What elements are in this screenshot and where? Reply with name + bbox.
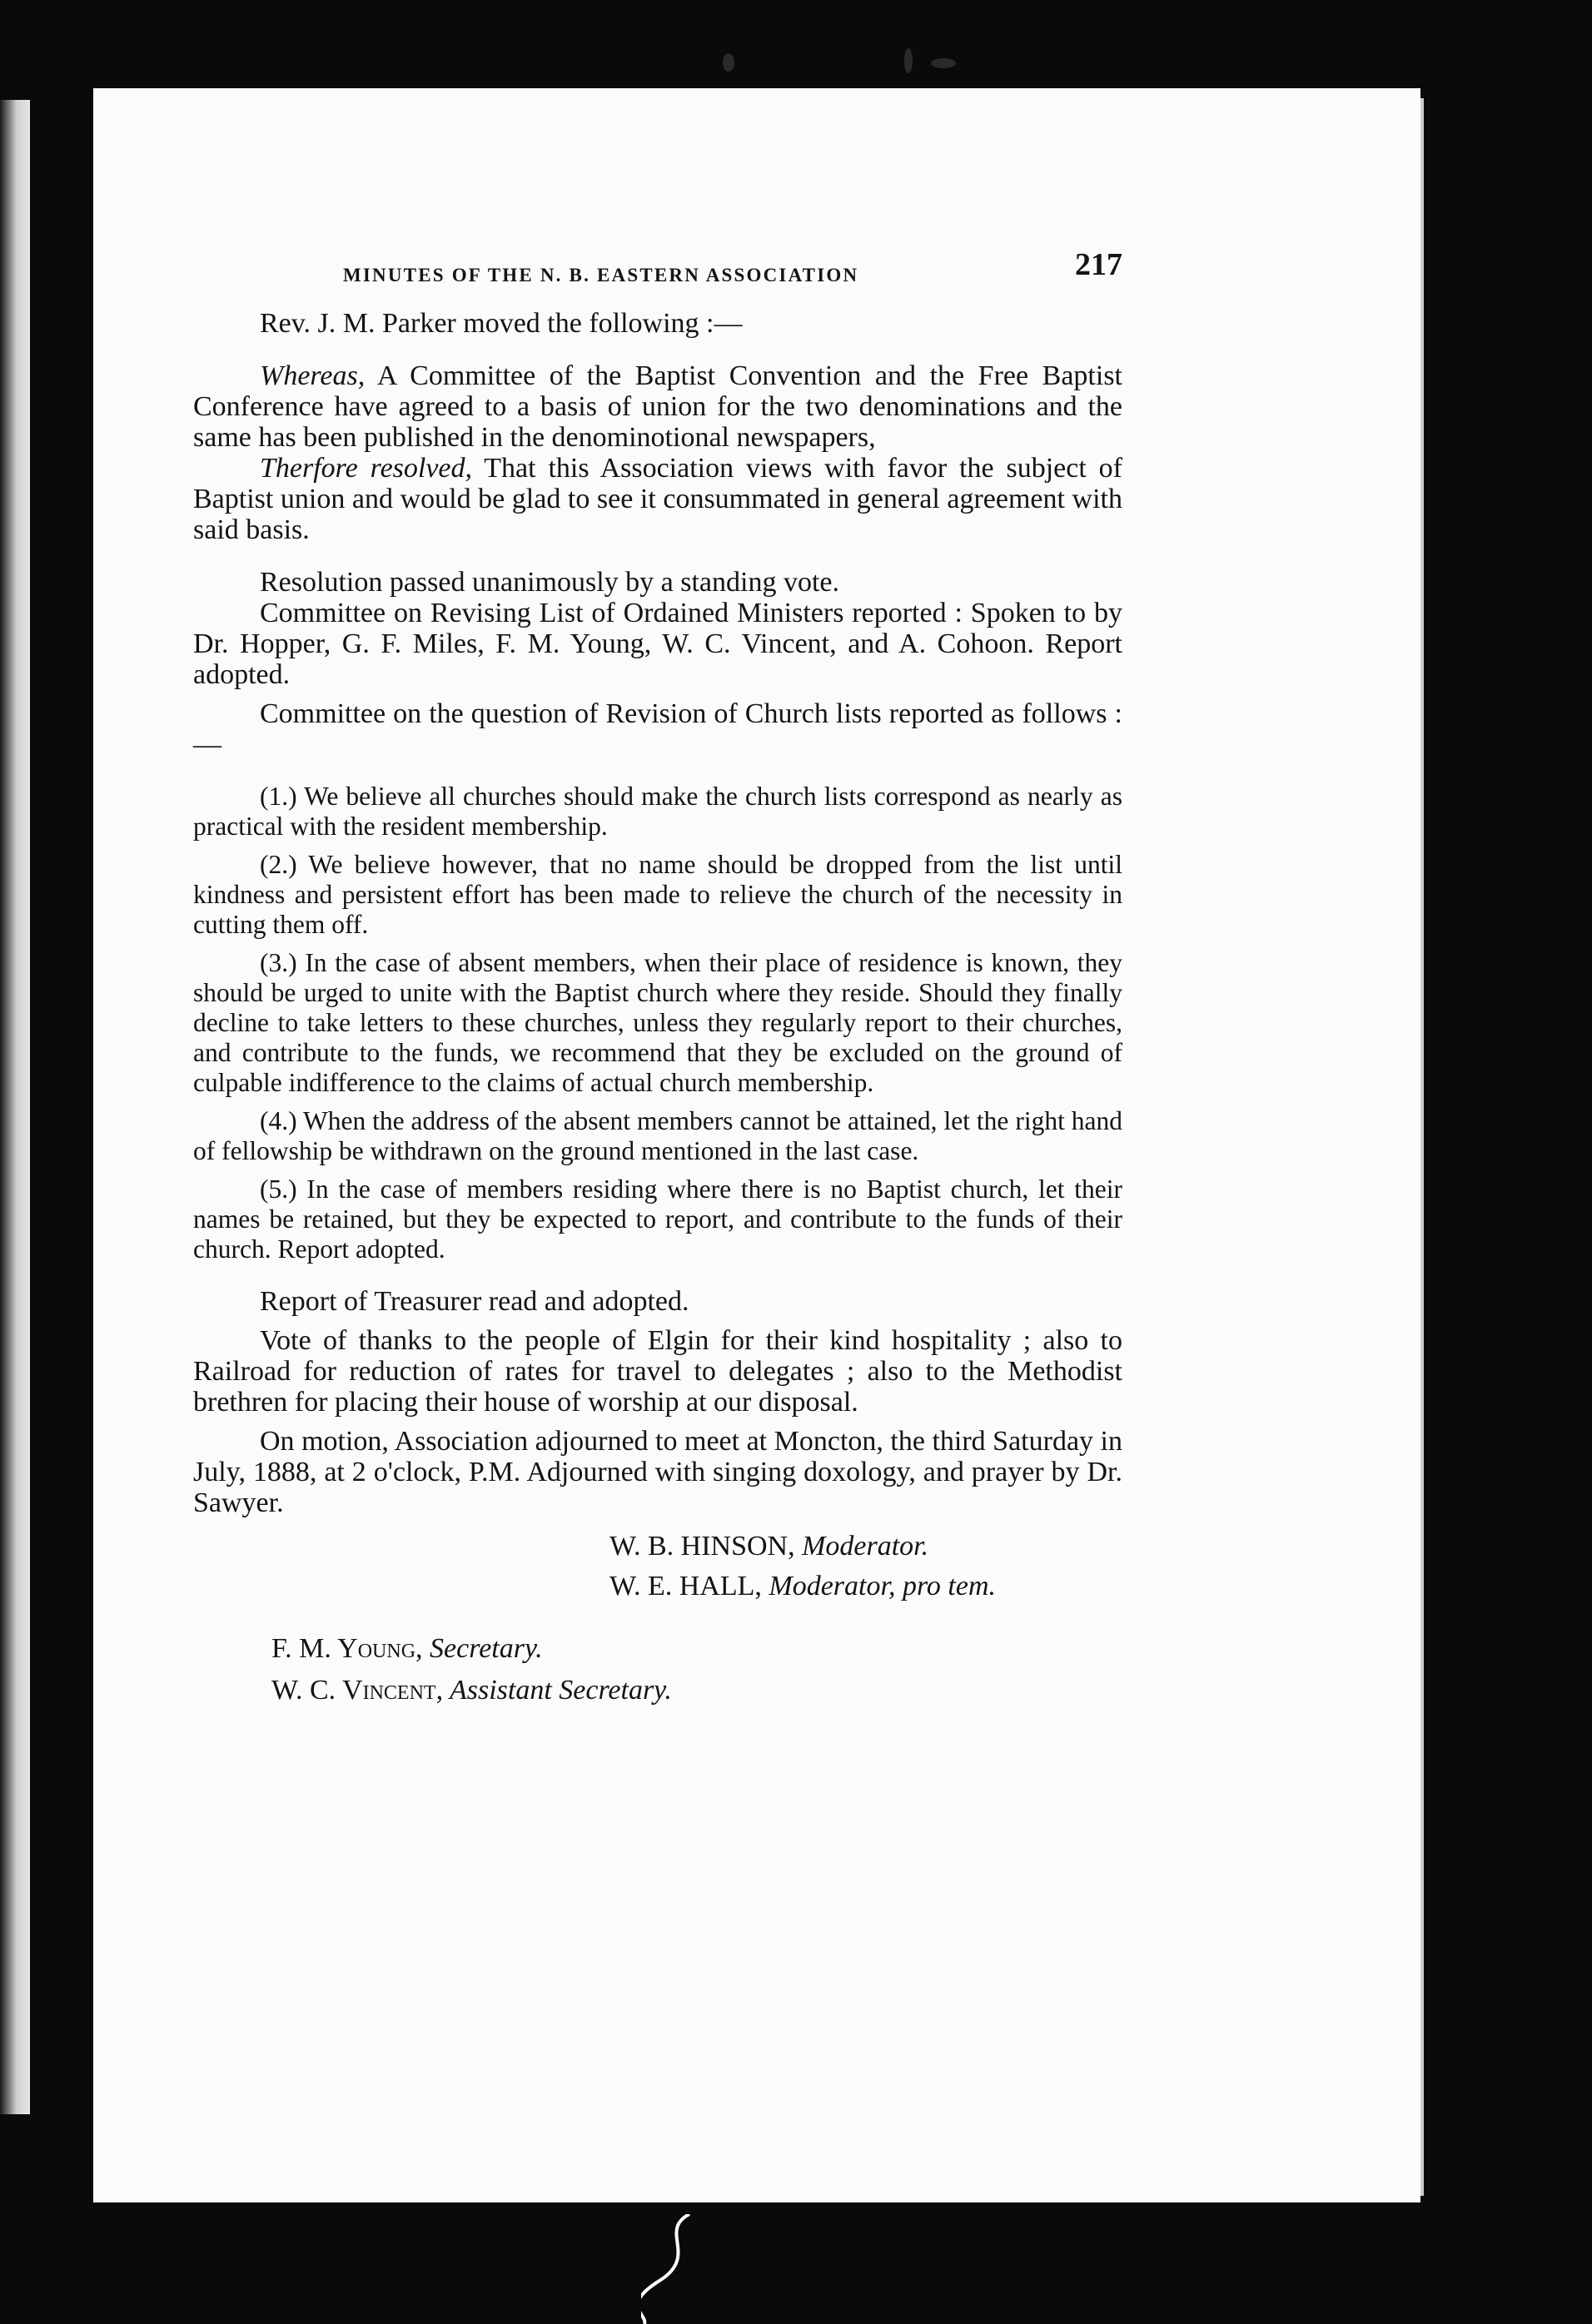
binding-thread-icon (641, 2214, 699, 2324)
church-lists-intro: Committee on the question of Revision of Church lists reported as follows :— (193, 698, 1122, 760)
resolved-paragraph (193, 453, 1122, 545)
scan-speck (931, 58, 956, 68)
resolved-label: Therfore resolved, (260, 453, 473, 484)
moderator-pro-tem-signature (609, 1567, 1122, 1606)
page-text (193, 247, 1122, 1711)
moderator-pro-tem-title: Moderator, pro tem. (761, 1571, 997, 1601)
list-item: (1.) We believe all churches should make the church lists correspond as nearly as practical with the resident membership. (193, 782, 1122, 841)
moderator-signature (609, 1527, 1122, 1567)
adjournment: On motion, Association adjourned to meet at Moncton, the third Saturday in July, 1888, at 2 o'clock, P.M. Adjourned with singing doxology, and prayer by Dr. Sawyer. (193, 1426, 1122, 1518)
scan-speck (723, 53, 734, 72)
secretary-signature (271, 1628, 1122, 1670)
running-title: MINUTES OF THE N. B. EASTERN ASSOCIATION (343, 265, 859, 286)
assistant-secretary-title: Assistant Secretary. (443, 1675, 672, 1706)
resolved-text: That this Association views with favor the subject of Baptist union and would be glad to see it consummated in general agreement with said basis. (193, 453, 1122, 545)
whereas-label: Whereas, (260, 360, 366, 391)
whereas-paragraph (193, 360, 1122, 453)
moderator-pro-tem-name: W. E. HALL, (609, 1571, 762, 1601)
assistant-secretary-name: W. C. Vincent, (271, 1675, 444, 1706)
assistant-secretary-signature (271, 1670, 1122, 1711)
list-item: (5.) In the case of members residing where there is no Baptist church, let their names be retained, but they be expected to report, and contribute to the funds of their church. Report adopted. (193, 1174, 1122, 1264)
list-item: (3.) In the case of absent members, when their place of residence is known, they should be urged to unite with the Baptist church where they reside. Should they finally decline to take letters to these churches, unless they regularly report to their churches, and contribute to the funds, we recommend that they be excluded on the ground of culpable indifference to the claims of actual church membership. (193, 948, 1122, 1097)
secretary-name: F. M. Young, (271, 1633, 423, 1664)
moderator-title: Moderator. (794, 1531, 929, 1562)
motion-intro: Rev. J. M. Parker moved the following :— (260, 308, 743, 339)
list-item: (4.) When the address of the absent members cannot be attained, let the right hand of fellowship be withdrawn on the ground mentioned in the last case. (193, 1106, 1122, 1165)
vote-of-thanks: Vote of thanks to the people of Elgin for their kind hospitality ; also to Railroad for reduction of rates for travel to delegates ; also to the Methodist brethren for placing their house of worship at our disposal. (193, 1325, 1122, 1418)
resolution-passed: Resolution passed unanimously by a standing vote. (260, 567, 839, 598)
whereas-text: A Committee of the Baptist Convention and the Free Baptist Conference have agreed to a basis of union for the two denominations and the same has been published in the denominotional newspapers, (193, 360, 1122, 453)
moderator-name: W. B. HINSON, (609, 1531, 795, 1562)
page-number: 217 (1075, 247, 1122, 282)
secretary-title: Secretary. (422, 1633, 543, 1664)
facing-page-edge (0, 100, 30, 2114)
ordained-ministers-report: Committee on Revising List of Ordained Ministers reported : Spoken to by Dr. Hopper, G. F. Miles, F. M. Young, W. C. Vincent, and A. Cohoon. Report adopted. (193, 598, 1122, 690)
scan-speck (904, 48, 913, 73)
treasurer-report: Report of Treasurer read and adopted. (260, 1286, 689, 1317)
page-header (193, 247, 1122, 290)
list-item: (2.) We believe however, that no name should be dropped from the list until kindness and persistent effort has been made to relieve the church of the necessity in cutting them off. (193, 850, 1122, 939)
